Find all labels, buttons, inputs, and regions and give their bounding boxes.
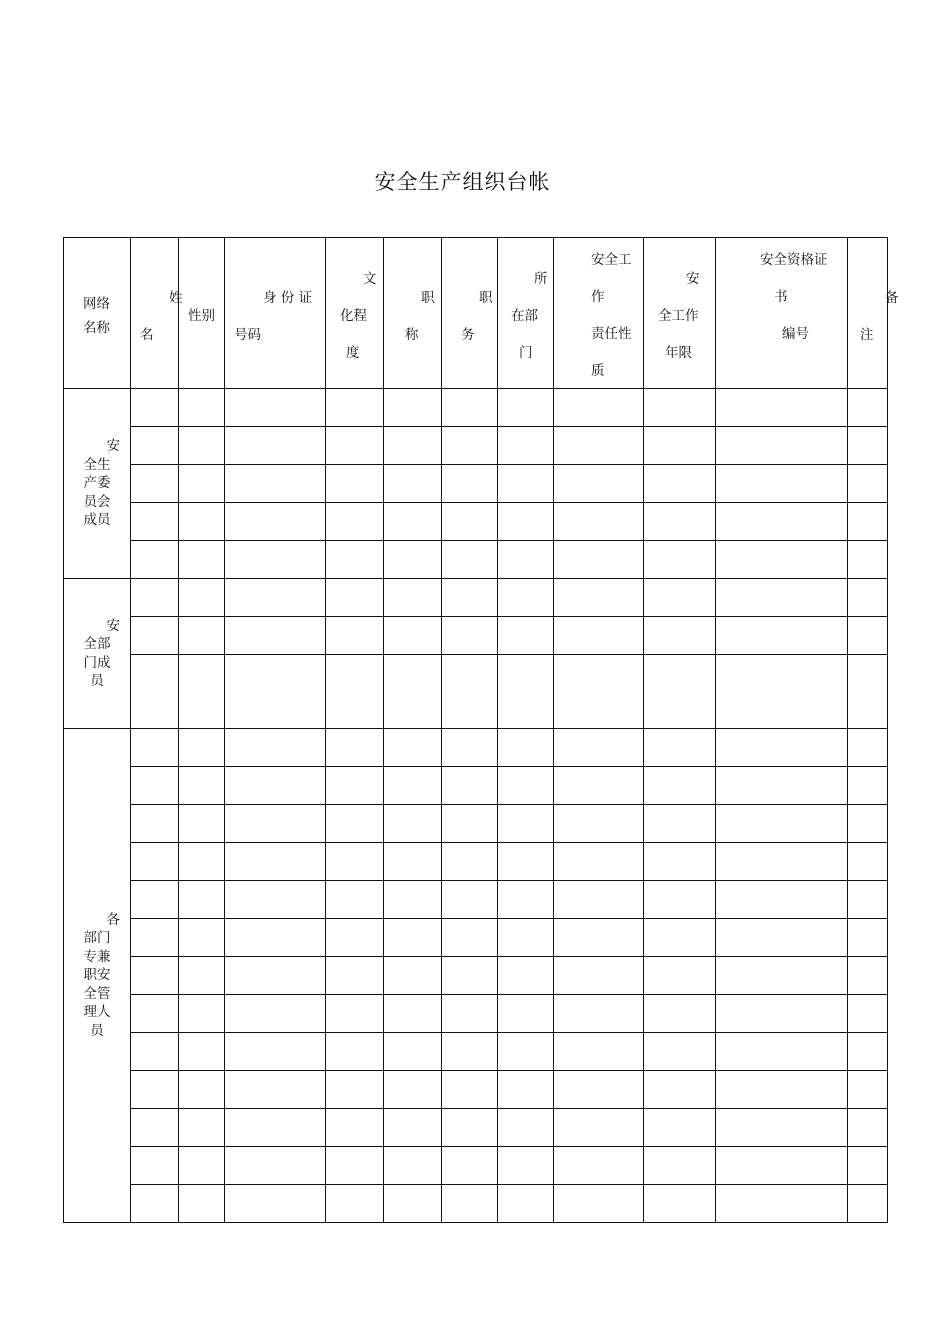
table-cell[interactable]	[326, 655, 384, 729]
table-cell[interactable]	[498, 617, 554, 655]
group-label-line: 成员	[83, 512, 111, 529]
table-cell[interactable]	[848, 579, 888, 617]
table-cell[interactable]	[716, 1071, 848, 1109]
table-cell[interactable]	[225, 617, 326, 655]
table-cell[interactable]	[131, 1147, 179, 1185]
table-cell[interactable]	[644, 957, 716, 995]
table-cell[interactable]	[848, 1109, 888, 1147]
table-cell[interactable]	[554, 427, 644, 465]
table-cell[interactable]	[716, 767, 848, 805]
table-cell[interactable]	[384, 1147, 442, 1185]
table-cell[interactable]	[848, 427, 888, 465]
table-cell[interactable]	[131, 843, 179, 881]
table-cell[interactable]	[179, 767, 225, 805]
table-cell[interactable]	[644, 541, 716, 579]
group-label-line: 各	[106, 911, 120, 928]
table-cell[interactable]	[498, 957, 554, 995]
table-cell[interactable]	[716, 1033, 848, 1071]
table-cell[interactable]	[442, 1071, 498, 1109]
table-cell[interactable]	[131, 503, 179, 541]
table-row	[64, 957, 888, 995]
table-row	[64, 427, 888, 465]
table-cell[interactable]	[848, 1033, 888, 1071]
table-cell[interactable]	[225, 843, 326, 881]
table-cell[interactable]	[554, 881, 644, 919]
table-cell[interactable]	[131, 389, 179, 427]
table-cell[interactable]	[384, 1185, 442, 1223]
table-cell[interactable]	[179, 957, 225, 995]
table-cell[interactable]	[384, 957, 442, 995]
table-cell[interactable]	[716, 881, 848, 919]
table-cell[interactable]	[131, 1185, 179, 1223]
table-cell[interactable]	[179, 843, 225, 881]
table-cell[interactable]	[498, 729, 554, 767]
table-cell[interactable]	[442, 957, 498, 995]
table-cell[interactable]	[498, 1109, 554, 1147]
table-cell[interactable]	[554, 1185, 644, 1223]
table-cell[interactable]	[644, 617, 716, 655]
table-cell[interactable]	[131, 579, 179, 617]
safety-organization-ledger-table	[63, 237, 899, 1223]
table-cell[interactable]	[326, 427, 384, 465]
table-cell[interactable]	[644, 1147, 716, 1185]
table-cell[interactable]	[442, 503, 498, 541]
table-cell[interactable]	[442, 465, 498, 503]
table-cell[interactable]	[498, 1147, 554, 1185]
table-cell[interactable]	[179, 805, 225, 843]
table-cell[interactable]	[179, 427, 225, 465]
table-cell[interactable]	[131, 767, 179, 805]
header-title-rank: 职 称	[384, 238, 442, 389]
table-cell[interactable]	[225, 389, 326, 427]
table-cell[interactable]	[716, 1147, 848, 1185]
table-cell[interactable]	[498, 919, 554, 957]
table-cell[interactable]	[716, 919, 848, 957]
table-cell[interactable]	[644, 1071, 716, 1109]
table-cell[interactable]	[644, 805, 716, 843]
table-cell[interactable]	[384, 729, 442, 767]
table-cell[interactable]	[131, 1109, 179, 1147]
table-cell[interactable]	[225, 1033, 326, 1071]
table-cell[interactable]	[179, 1033, 225, 1071]
table-cell[interactable]	[554, 1033, 644, 1071]
table-cell[interactable]	[554, 957, 644, 995]
table-cell[interactable]	[498, 995, 554, 1033]
table-cell[interactable]	[716, 579, 848, 617]
table-cell[interactable]	[644, 767, 716, 805]
table-cell[interactable]	[716, 995, 848, 1033]
table-row	[64, 1071, 888, 1109]
table-cell[interactable]	[326, 767, 384, 805]
header-safety-cert-no: 安全资格证 书 编号	[716, 238, 848, 389]
table-cell[interactable]	[554, 767, 644, 805]
header-safety-duty-nature: 安全工 作 责任性 质	[554, 238, 644, 389]
table-cell[interactable]	[644, 1033, 716, 1071]
header-row	[64, 238, 888, 389]
table-cell[interactable]	[179, 617, 225, 655]
table-cell[interactable]	[131, 465, 179, 503]
table-cell[interactable]	[498, 579, 554, 617]
group-label-line: 门成	[83, 654, 111, 671]
table-cell[interactable]	[848, 1071, 888, 1109]
header-education: 文 化程 度	[326, 238, 384, 389]
table-cell[interactable]	[716, 655, 848, 729]
table-cell[interactable]	[848, 805, 888, 843]
table-cell[interactable]	[326, 503, 384, 541]
header-safety-work-years: 安 全工作 年限	[644, 238, 716, 389]
table-cell[interactable]	[225, 919, 326, 957]
table-cell[interactable]	[498, 427, 554, 465]
header-name: 姓 名	[131, 238, 179, 389]
group-label-line: 安	[106, 617, 120, 634]
table-cell[interactable]	[326, 389, 384, 427]
table-cell[interactable]	[384, 617, 442, 655]
table-row	[64, 729, 888, 767]
table-cell[interactable]	[554, 729, 644, 767]
table-cell[interactable]	[848, 503, 888, 541]
table-cell[interactable]	[326, 1185, 384, 1223]
table-cell[interactable]	[384, 465, 442, 503]
table-cell[interactable]	[131, 919, 179, 957]
table-cell[interactable]	[384, 579, 442, 617]
table-cell[interactable]	[554, 465, 644, 503]
table-cell[interactable]	[442, 1109, 498, 1147]
table-cell[interactable]	[644, 389, 716, 427]
table-cell[interactable]	[716, 1185, 848, 1223]
group-label-line: 全部	[83, 636, 111, 652]
table-cell[interactable]	[498, 1033, 554, 1071]
table-row	[64, 881, 888, 919]
table-cell[interactable]	[384, 881, 442, 919]
table-cell[interactable]	[384, 995, 442, 1033]
table-row	[64, 579, 888, 617]
table-cell[interactable]	[554, 1071, 644, 1109]
header-position: 职 务	[442, 238, 498, 389]
table-cell[interactable]	[716, 427, 848, 465]
table-cell[interactable]	[716, 805, 848, 843]
table-cell[interactable]	[179, 1109, 225, 1147]
table-cell[interactable]	[442, 617, 498, 655]
table-cell[interactable]	[644, 729, 716, 767]
table-cell[interactable]	[644, 995, 716, 1033]
table-cell[interactable]	[848, 843, 888, 881]
group-label-line: 理人	[83, 1004, 111, 1021]
table-cell[interactable]	[848, 1147, 888, 1185]
table-cell[interactable]	[225, 1109, 326, 1147]
table-cell[interactable]	[716, 1109, 848, 1147]
table-cell[interactable]	[384, 655, 442, 729]
table-cell[interactable]	[225, 957, 326, 995]
table-cell[interactable]	[498, 1071, 554, 1109]
table-cell[interactable]	[498, 767, 554, 805]
table-cell[interactable]	[225, 805, 326, 843]
table-cell[interactable]	[442, 579, 498, 617]
table-cell[interactable]	[179, 503, 225, 541]
table-cell[interactable]	[554, 655, 644, 729]
table-cell[interactable]	[848, 995, 888, 1033]
table-cell[interactable]	[716, 843, 848, 881]
table-cell[interactable]	[131, 729, 179, 767]
table-cell[interactable]	[554, 805, 644, 843]
table-cell[interactable]	[716, 503, 848, 541]
table-cell[interactable]	[179, 1071, 225, 1109]
table-cell[interactable]	[326, 541, 384, 579]
table-cell[interactable]	[131, 1033, 179, 1071]
table-cell[interactable]	[848, 465, 888, 503]
table-cell[interactable]	[442, 919, 498, 957]
table-cell[interactable]	[179, 655, 225, 729]
header-department: 所 在部 门	[498, 238, 554, 389]
table-cell[interactable]	[554, 503, 644, 541]
table-cell[interactable]	[442, 729, 498, 767]
table-cell[interactable]	[716, 541, 848, 579]
table-cell[interactable]	[644, 465, 716, 503]
table-cell[interactable]	[442, 1147, 498, 1185]
table-cell[interactable]	[848, 957, 888, 995]
table-cell[interactable]	[179, 919, 225, 957]
table-row	[64, 919, 888, 957]
table-cell[interactable]	[442, 995, 498, 1033]
table-cell[interactable]	[225, 427, 326, 465]
table-cell[interactable]	[225, 655, 326, 729]
table-cell[interactable]	[326, 617, 384, 655]
table-cell[interactable]	[554, 1147, 644, 1185]
table-cell[interactable]	[326, 919, 384, 957]
table-cell[interactable]	[716, 729, 848, 767]
table-cell[interactable]	[326, 729, 384, 767]
table-cell[interactable]	[384, 1033, 442, 1071]
table-cell[interactable]	[326, 465, 384, 503]
table-cell[interactable]	[848, 617, 888, 655]
table-cell[interactable]	[326, 881, 384, 919]
table-cell[interactable]	[326, 805, 384, 843]
header-id-number: 身 份 证 号码	[225, 238, 326, 389]
header-gender: 性别	[179, 238, 225, 389]
table-cell[interactable]	[384, 1109, 442, 1147]
table-cell[interactable]	[498, 655, 554, 729]
table-cell[interactable]	[131, 427, 179, 465]
table-cell[interactable]	[442, 881, 498, 919]
table-cell[interactable]	[554, 1109, 644, 1147]
table-cell[interactable]	[384, 389, 442, 427]
table-cell[interactable]	[554, 843, 644, 881]
table-cell[interactable]	[442, 541, 498, 579]
table-cell[interactable]	[644, 919, 716, 957]
header-network-name: 网络 名称	[64, 238, 131, 389]
group-label-line: 员	[90, 673, 104, 689]
table-cell[interactable]	[384, 843, 442, 881]
table-cell[interactable]	[498, 541, 554, 579]
table-cell[interactable]	[225, 995, 326, 1033]
group-label-line: 安	[106, 438, 120, 455]
header-remarks: 备 注	[848, 238, 888, 389]
table-cell[interactable]	[848, 881, 888, 919]
table-cell[interactable]	[326, 957, 384, 995]
group-label-line: 全管	[83, 985, 111, 1002]
table-row	[64, 767, 888, 805]
table-cell[interactable]	[179, 881, 225, 919]
table-cell[interactable]	[848, 541, 888, 579]
table-cell[interactable]	[225, 541, 326, 579]
table-cell[interactable]	[716, 465, 848, 503]
table-cell[interactable]	[716, 617, 848, 655]
ledger-body	[64, 389, 888, 1223]
table-row	[64, 805, 888, 843]
document-title: 安全生产组织台帐	[374, 170, 551, 194]
table-cell[interactable]	[179, 579, 225, 617]
table-cell[interactable]	[225, 465, 326, 503]
table-cell[interactable]	[554, 389, 644, 427]
table-cell[interactable]	[848, 1185, 888, 1223]
table-cell[interactable]	[225, 579, 326, 617]
table-cell[interactable]	[384, 919, 442, 957]
table-cell[interactable]	[498, 843, 554, 881]
table-cell[interactable]	[179, 389, 225, 427]
table-cell[interactable]	[442, 843, 498, 881]
table-cell[interactable]	[384, 503, 442, 541]
table-cell[interactable]	[225, 503, 326, 541]
table-cell[interactable]	[179, 995, 225, 1033]
group-dept-safety-managers	[64, 729, 131, 1223]
table-cell[interactable]	[498, 389, 554, 427]
table-row	[64, 843, 888, 881]
table-cell[interactable]	[498, 805, 554, 843]
table-cell[interactable]	[442, 655, 498, 729]
table-cell[interactable]	[225, 881, 326, 919]
group-label-line: 专兼	[83, 948, 111, 965]
table-cell[interactable]	[644, 1185, 716, 1223]
table-row	[64, 1109, 888, 1147]
table-cell[interactable]	[179, 541, 225, 579]
table-row	[64, 503, 888, 541]
table-cell[interactable]	[326, 843, 384, 881]
table-cell[interactable]	[554, 919, 644, 957]
table-cell[interactable]	[644, 1109, 716, 1147]
table-cell[interactable]	[326, 579, 384, 617]
table-cell[interactable]	[326, 1071, 384, 1109]
table-cell[interactable]	[716, 389, 848, 427]
table-cell[interactable]	[644, 579, 716, 617]
table-cell[interactable]	[442, 805, 498, 843]
group-label-line: 员	[90, 1022, 104, 1039]
table-cell[interactable]	[326, 1147, 384, 1185]
table-cell[interactable]	[644, 843, 716, 881]
table-cell[interactable]	[131, 957, 179, 995]
table-cell[interactable]	[442, 427, 498, 465]
table-cell[interactable]	[442, 1185, 498, 1223]
table-cell[interactable]	[225, 767, 326, 805]
table-cell[interactable]	[131, 655, 179, 729]
table-row	[64, 1033, 888, 1071]
table-row	[64, 1147, 888, 1185]
group-label-line: 员会	[83, 493, 111, 510]
table-cell[interactable]	[131, 1071, 179, 1109]
table-cell[interactable]	[384, 427, 442, 465]
table-cell[interactable]	[384, 1071, 442, 1109]
table-cell[interactable]	[131, 541, 179, 579]
table-cell[interactable]	[179, 1185, 225, 1223]
table-cell[interactable]	[131, 881, 179, 919]
table-cell[interactable]	[384, 541, 442, 579]
group-safety-committee	[64, 389, 131, 579]
table-cell[interactable]	[179, 1147, 225, 1185]
table-cell[interactable]	[644, 655, 716, 729]
table-cell[interactable]	[384, 805, 442, 843]
table-row	[64, 465, 888, 503]
table-row	[64, 995, 888, 1033]
table-cell[interactable]	[326, 995, 384, 1033]
table-row	[64, 1185, 888, 1223]
table-cell[interactable]	[225, 1147, 326, 1185]
table-cell[interactable]	[131, 995, 179, 1033]
table-cell[interactable]	[644, 503, 716, 541]
table-cell[interactable]	[384, 767, 442, 805]
table-cell[interactable]	[644, 427, 716, 465]
table-cell[interactable]	[554, 995, 644, 1033]
group-label-line: 全生	[83, 456, 111, 473]
table-cell[interactable]	[498, 503, 554, 541]
table-cell[interactable]	[326, 1109, 384, 1147]
table-cell[interactable]	[848, 919, 888, 957]
table-cell[interactable]	[442, 389, 498, 427]
table-cell[interactable]	[554, 579, 644, 617]
group-safety-department	[64, 579, 131, 729]
table-cell[interactable]	[848, 729, 888, 767]
table-cell[interactable]	[442, 767, 498, 805]
group-label-line: 职安	[83, 967, 111, 984]
table-cell[interactable]	[179, 729, 225, 767]
table-row	[64, 655, 888, 729]
table-cell[interactable]	[179, 465, 225, 503]
table-cell[interactable]	[225, 729, 326, 767]
table-row	[64, 617, 888, 655]
table-cell[interactable]	[554, 617, 644, 655]
group-label-line: 部门	[83, 930, 111, 947]
table-cell[interactable]	[131, 617, 179, 655]
table-cell[interactable]	[554, 541, 644, 579]
group-label-line: 产委	[83, 475, 111, 492]
table-cell[interactable]	[131, 805, 179, 843]
table-row	[64, 541, 888, 579]
table-cell[interactable]	[225, 1185, 326, 1223]
table-cell[interactable]	[498, 881, 554, 919]
table-cell[interactable]	[716, 957, 848, 995]
table-cell[interactable]	[498, 465, 554, 503]
table-cell[interactable]	[644, 881, 716, 919]
table-cell[interactable]	[848, 389, 888, 427]
table-cell[interactable]	[225, 1071, 326, 1109]
table-cell[interactable]	[498, 1185, 554, 1223]
table-cell[interactable]	[442, 1033, 498, 1071]
table-cell[interactable]	[848, 767, 888, 805]
table-row	[64, 389, 888, 427]
table-cell[interactable]	[326, 1033, 384, 1071]
table-cell[interactable]	[848, 655, 888, 729]
